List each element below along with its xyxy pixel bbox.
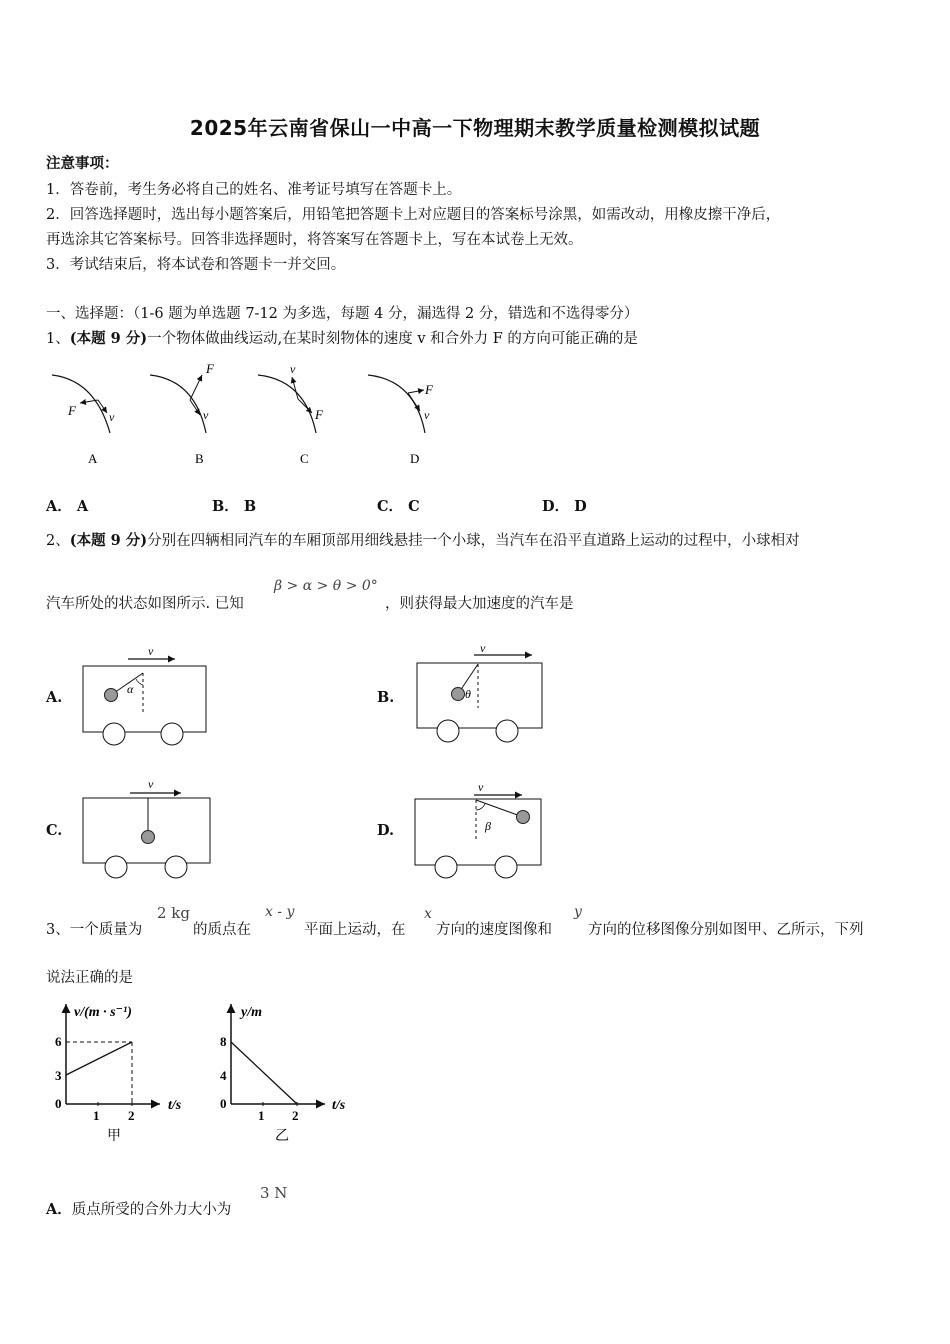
series-line bbox=[231, 1042, 297, 1104]
graph-caption: 甲 bbox=[107, 1129, 121, 1144]
graph-caption: 乙 bbox=[275, 1129, 289, 1144]
notice-item: 3．考试结束后，将本试卷和答题卡一并交回。 bbox=[46, 257, 346, 273]
q1-fig-b bbox=[150, 361, 215, 466]
angle-label: α bbox=[127, 682, 134, 696]
vel-label: v bbox=[148, 777, 154, 791]
q1-figure bbox=[40, 355, 460, 475]
fig-label: A bbox=[88, 451, 98, 466]
question-number: 2、 bbox=[46, 533, 70, 549]
angle-inequality: β > α > θ > 0° bbox=[274, 578, 378, 594]
vec-label: F bbox=[206, 361, 214, 376]
angle-label: β bbox=[485, 819, 491, 833]
question-score: (本题 9 分) bbox=[69, 532, 148, 549]
y-tick: 0 bbox=[55, 1096, 62, 1111]
vel-label: v bbox=[478, 780, 484, 794]
question-1-stem bbox=[46, 327, 638, 348]
plane-label: x - y bbox=[265, 904, 295, 920]
vec-label: v bbox=[424, 408, 430, 422]
x-label: x bbox=[424, 906, 432, 922]
option-c[interactable]: C． C bbox=[377, 498, 420, 515]
x-tick: 1 bbox=[93, 1108, 100, 1123]
q3-num-text: 3、一个质量为 bbox=[46, 922, 143, 938]
q1-fig-d bbox=[368, 375, 434, 466]
q1-fig-a bbox=[52, 375, 115, 466]
fig-label: B bbox=[195, 451, 204, 466]
fig-label: C bbox=[300, 451, 309, 466]
q3-text-line2: 说法正确的是 bbox=[46, 970, 133, 986]
option-a[interactable]: A． A bbox=[46, 498, 89, 515]
q3-text: 的质点在 bbox=[193, 922, 251, 938]
x-tick: 2 bbox=[292, 1108, 299, 1123]
option-d[interactable]: D． D bbox=[542, 498, 587, 515]
page-title: 2025年云南省保山一中高一下物理期末教学质量检测模拟试题 bbox=[189, 116, 761, 140]
notice-item: 1．答卷前，考生务必将自己的姓名、准考证号填写在答题卡上。 bbox=[46, 182, 462, 198]
vec-label: F bbox=[425, 382, 433, 397]
car-a bbox=[80, 645, 215, 750]
y-tick: 0 bbox=[220, 1096, 227, 1111]
notice-heading: 注意事项： bbox=[46, 155, 119, 172]
question-2-line2b: ，则获得最大加速度的汽车是 bbox=[385, 596, 574, 612]
graph-yi bbox=[215, 998, 375, 1148]
y-tick: 8 bbox=[220, 1034, 227, 1049]
section-heading: 一、选择题：（1-6 题为单选题 7-12 为多选，每题 4 分，漏选得 2 分，错选和不选得零分） bbox=[46, 306, 639, 322]
vec-label: F bbox=[315, 407, 323, 422]
y-tick: 6 bbox=[55, 1034, 62, 1049]
x-tick: 2 bbox=[128, 1108, 135, 1123]
q1-fig-c bbox=[258, 362, 324, 466]
vec-label: v bbox=[203, 408, 209, 422]
axis-y-label: v/(m · s⁻¹) bbox=[74, 1005, 132, 1020]
car-b bbox=[414, 640, 549, 750]
axis-y-label: y/m bbox=[241, 1005, 262, 1020]
question-2-stem bbox=[46, 529, 800, 550]
series-line bbox=[66, 1042, 132, 1075]
question-2-line2: 汽车所处的状态如图所示. 已知 bbox=[46, 596, 244, 612]
option-b[interactable]: B． B bbox=[212, 498, 257, 515]
option-label[interactable]: B. bbox=[377, 689, 395, 706]
axis-x-label: t/s bbox=[332, 1098, 346, 1113]
question-number: 1、 bbox=[46, 331, 70, 347]
vel-label: v bbox=[148, 645, 154, 658]
vec-label: v bbox=[290, 362, 296, 376]
vec-label: v bbox=[109, 410, 115, 424]
mass-value: 2 kg bbox=[157, 904, 191, 922]
q3-text: 方向的位移图像分别如图甲、乙所示，下列 bbox=[588, 922, 864, 938]
notice-item: 再选涂其它答案标号。回答非选择题时，将答案写在答题卡上，写在本试卷上无效。 bbox=[46, 232, 583, 248]
notice-item: 2．回答选择题时，选出每小题答案后，用铅笔把答题卡上对应题目的答案标号涂黑，如需改动，用橡皮擦干净后， bbox=[46, 207, 781, 223]
vec-label: F bbox=[68, 403, 76, 418]
question-score: (本题 9 分) bbox=[69, 330, 148, 347]
q3-option-a[interactable]: A．质点所受的合外力大小为 bbox=[46, 1201, 232, 1218]
q3-text: 方向的速度图像和 bbox=[436, 922, 552, 938]
car-c bbox=[80, 775, 215, 885]
angle-label: θ bbox=[465, 687, 471, 701]
option-label[interactable]: A. bbox=[46, 689, 63, 706]
fig-label: D bbox=[410, 451, 420, 466]
y-tick: 4 bbox=[220, 1068, 227, 1083]
option-label[interactable]: D. bbox=[377, 822, 395, 839]
option-label[interactable]: C. bbox=[46, 822, 63, 839]
graph-jia bbox=[50, 998, 240, 1148]
force-value: 3 N bbox=[260, 1184, 288, 1202]
question-text: 一个物体做曲线运动,在某时刻物体的速度 v 和合外力 F 的方向可能正确的是 bbox=[147, 331, 638, 347]
vel-label: v bbox=[480, 641, 486, 655]
y-tick: 3 bbox=[55, 1068, 62, 1083]
question-text: 分别在四辆相同汽车的车厢顶部用细线悬挂一个小球，当汽车在沿平直道路上运动的过程中，小球相对 bbox=[147, 533, 800, 549]
x-tick: 1 bbox=[258, 1108, 265, 1123]
axis-x-label: t/s bbox=[168, 1098, 182, 1113]
y-label: y bbox=[574, 904, 582, 920]
car-d bbox=[412, 778, 547, 886]
q3-text: 平面上运动，在 bbox=[304, 922, 406, 938]
